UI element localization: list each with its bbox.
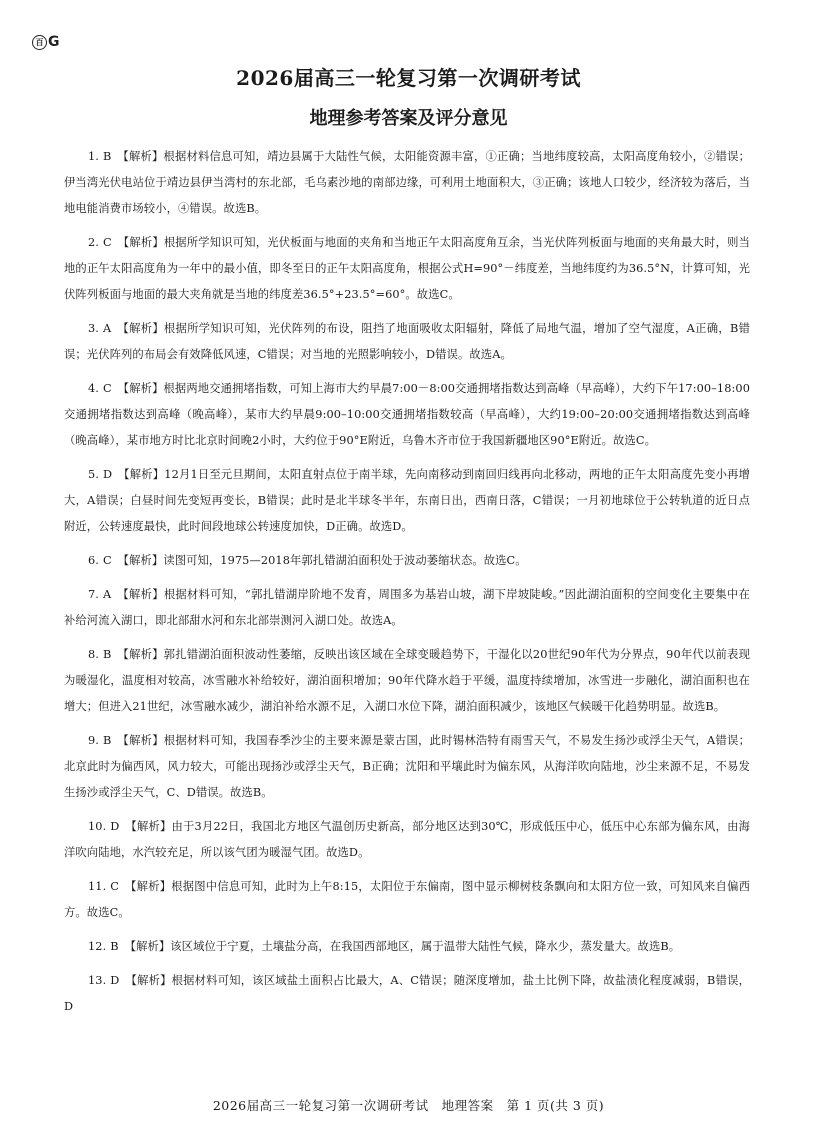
page-subtitle: 地理参考答案及评分意见 [309,108,508,129]
answer-choice: C [102,236,112,249]
question-number: 9. [88,734,99,747]
question-number: 1. [88,150,99,163]
answer-item [64,874,750,926]
question-number: 13. [88,974,107,987]
explanation-text: 【解析】根据材料可知，“郭扎错湖岸阶地不发育，周围多为基岩山坡，湖下岸坡陡峻。”因此湖泊面积的空间变化主要集中在补给河流入湖口，即北部甜水河和东北部崇测河入湖口处。故选A。 [64,588,750,627]
answer-choice: D [102,468,113,481]
logo-ring: 百 [32,35,47,50]
question-number: 4. [88,382,99,395]
answer-item [64,582,750,634]
answer-choice: B [110,940,119,953]
answer-choice: C [102,554,112,567]
question-number: 2. [88,236,99,249]
explanation-text: 【解析】根据材料信息可知，靖边县属于大陆性气候，太阳能资源丰富，①正确；当地纬度较高，太阳高度角较小，②错误；伊当湾光伏电站位于靖边县伊当湾村的东北部，毛乌素沙地的南部边缘，可利用土地面积大，③正确；该地人口较少，经济较为落后，当地电能消费市场较小，④错误。故选B。 [64,150,750,215]
answer-item [64,728,750,806]
question-number: 6. [88,554,99,567]
explanation-text: 【解析】根据所学知识可知，光伏阵列的布设，阻挡了地面吸收太阳辐射，降低了局地气温，增加了空气湿度，A正确，B错误；光伏阵列的布局会有效降低风速，C错误；对当地的光照影响较小，D错误。故选A。 [64,322,750,361]
question-number: 8. [88,648,99,661]
question-number: 12. [88,940,107,953]
answer-item [64,462,750,540]
answer-choice: D [110,974,120,987]
explanation-text: 【解析】根据两地交通拥堵指数，可知上海市大约早晨7:00－8:00交通拥堵指数达到高峰（早高峰），大约下午17:00–18:00交通拥堵指数达到高峰（晚高峰），某市大约早晨9:00–10:00交通拥堵指数较高（早高峰），大约19:00–20:00交通拥堵指数达到高峰（晚高峰），某市地方时比北京时间晚2小时，大约位于90°E附近，乌鲁木齐市位于我国新疆地区90°E附近。故选C。 [64,382,750,447]
explanation-text: 【解析】12月1日至元旦期间，太阳直射点位于南半球，先向南移动到南回归线再向北移动，两地的正午太阳高度先变小再增大，A错误；白昼时间先变短再变长，B错误；此时是北半球冬半年，东南日出，西南日落，C错误；一月初地球位于公转轨道的近日点附近，公转速度最快，此时间段地球公转速度加快，D正确。故选D。 [64,468,750,533]
explanation-text: 【解析】读图可知，1975—2018年郭扎错湖泊面积处于波动萎缩状态。故选C。 [117,554,527,567]
answer-choice: D [110,820,120,833]
logo-mark: G [48,34,60,50]
answer-item [64,230,750,308]
logo [32,34,60,50]
answer-choice: B [102,734,112,747]
question-number: 3. [88,322,99,335]
explanation-text: 【解析】由于3月22日，我国北方地区气温创历史新高，部分地区达到30℃，形成低压中心，低压中心东部为偏东风，由海洋吹向陆地，水汽较充足，所以该气团为暖湿气团。故选D。 [64,820,750,859]
explanation-text: 【解析】根据所学知识可知，光伏板面与地面的夹角和当地正午太阳高度角互余，当光伏阵列板面与地面的夹角最大时，则当地的正午太阳高度角为一年中的最小值，即冬至日的正午太阳高度角，根据公式H=90°－纬度差，当地纬度约为36.5°N，计算可知，光伏阵列板面与地面的最大夹角就是当地的纬度差36.5°+23.5°=60°。故选C。 [64,236,750,301]
explanation-text: 【解析】根据材料可知，该区域盐土面积占比最大，A、C错误；随深度增加，盐土比例下降，故盐渍化程度减弱，B错误，D [64,974,750,1013]
answer-item [64,376,750,454]
question-number: 11. [88,880,107,893]
answer-item [64,642,750,720]
page-footer: 2026届高三一轮复习第一次调研考试 地理答案 第 1 页(共 3 页) [212,1098,605,1113]
question-number: 5. [88,468,99,481]
explanation-text: 【解析】该区域位于宁夏，土壤盐分高，在我国西部地区，属于温带大陆性气候，降水少，蒸发量大。故选B。 [124,940,681,953]
answer-choice: C [110,880,120,893]
answer-choice: B [102,648,112,661]
answer-choice: A [102,322,112,335]
answer-item [64,548,750,574]
answer-item [64,968,750,1020]
page-title: 2026届高三一轮复习第一次调研考试 [236,66,581,90]
answer-item [64,934,750,960]
explanation-text: 【解析】根据图中信息可知，此时为上午8:15，太阳位于东偏南，图中显示柳树枝条飘向和太阳方位一致，可知风来自偏西方。故选C。 [64,880,750,919]
answer-choice: C [102,382,112,395]
answer-item [64,144,750,222]
question-number: 7. [88,588,99,601]
answer-item [64,316,750,368]
answer-choice: B [102,150,112,163]
answer-choice: A [102,588,112,601]
answer-list [64,144,750,1028]
explanation-text: 【解析】郭扎错湖泊面积波动性萎缩，反映出该区域在全球变暖趋势下，干湿化以20世纪90年代为分界点，90年代以前表现为暖湿化，温度相对较高，冰雪融水补给较好，湖泊面积增加；90年代降水趋于平缓，温度持续增加，冰雪进一步融化，湖泊面积也在增大；但进入21世纪，冰雪融水减少，湖泊补给水源不足，入湖口水位下降，湖泊面积减少，该地区气候暖干化趋势明显。故选B。 [64,648,750,713]
question-number: 10. [88,820,107,833]
answer-item [64,814,750,866]
explanation-text: 【解析】根据材料可知，我国春季沙尘的主要来源是蒙古国，此时锡林浩特有雨雪天气，不易发生扬沙或浮尘天气，A错误；北京此时为偏西风，风力较大，可能出现扬沙或浮尘天气，B正确；沈阳和平壤此时为偏东风，从海洋吹向陆地，沙尘来源不足，不易发生扬沙或浮尘天气，C、D错误。故选B。 [64,734,750,799]
